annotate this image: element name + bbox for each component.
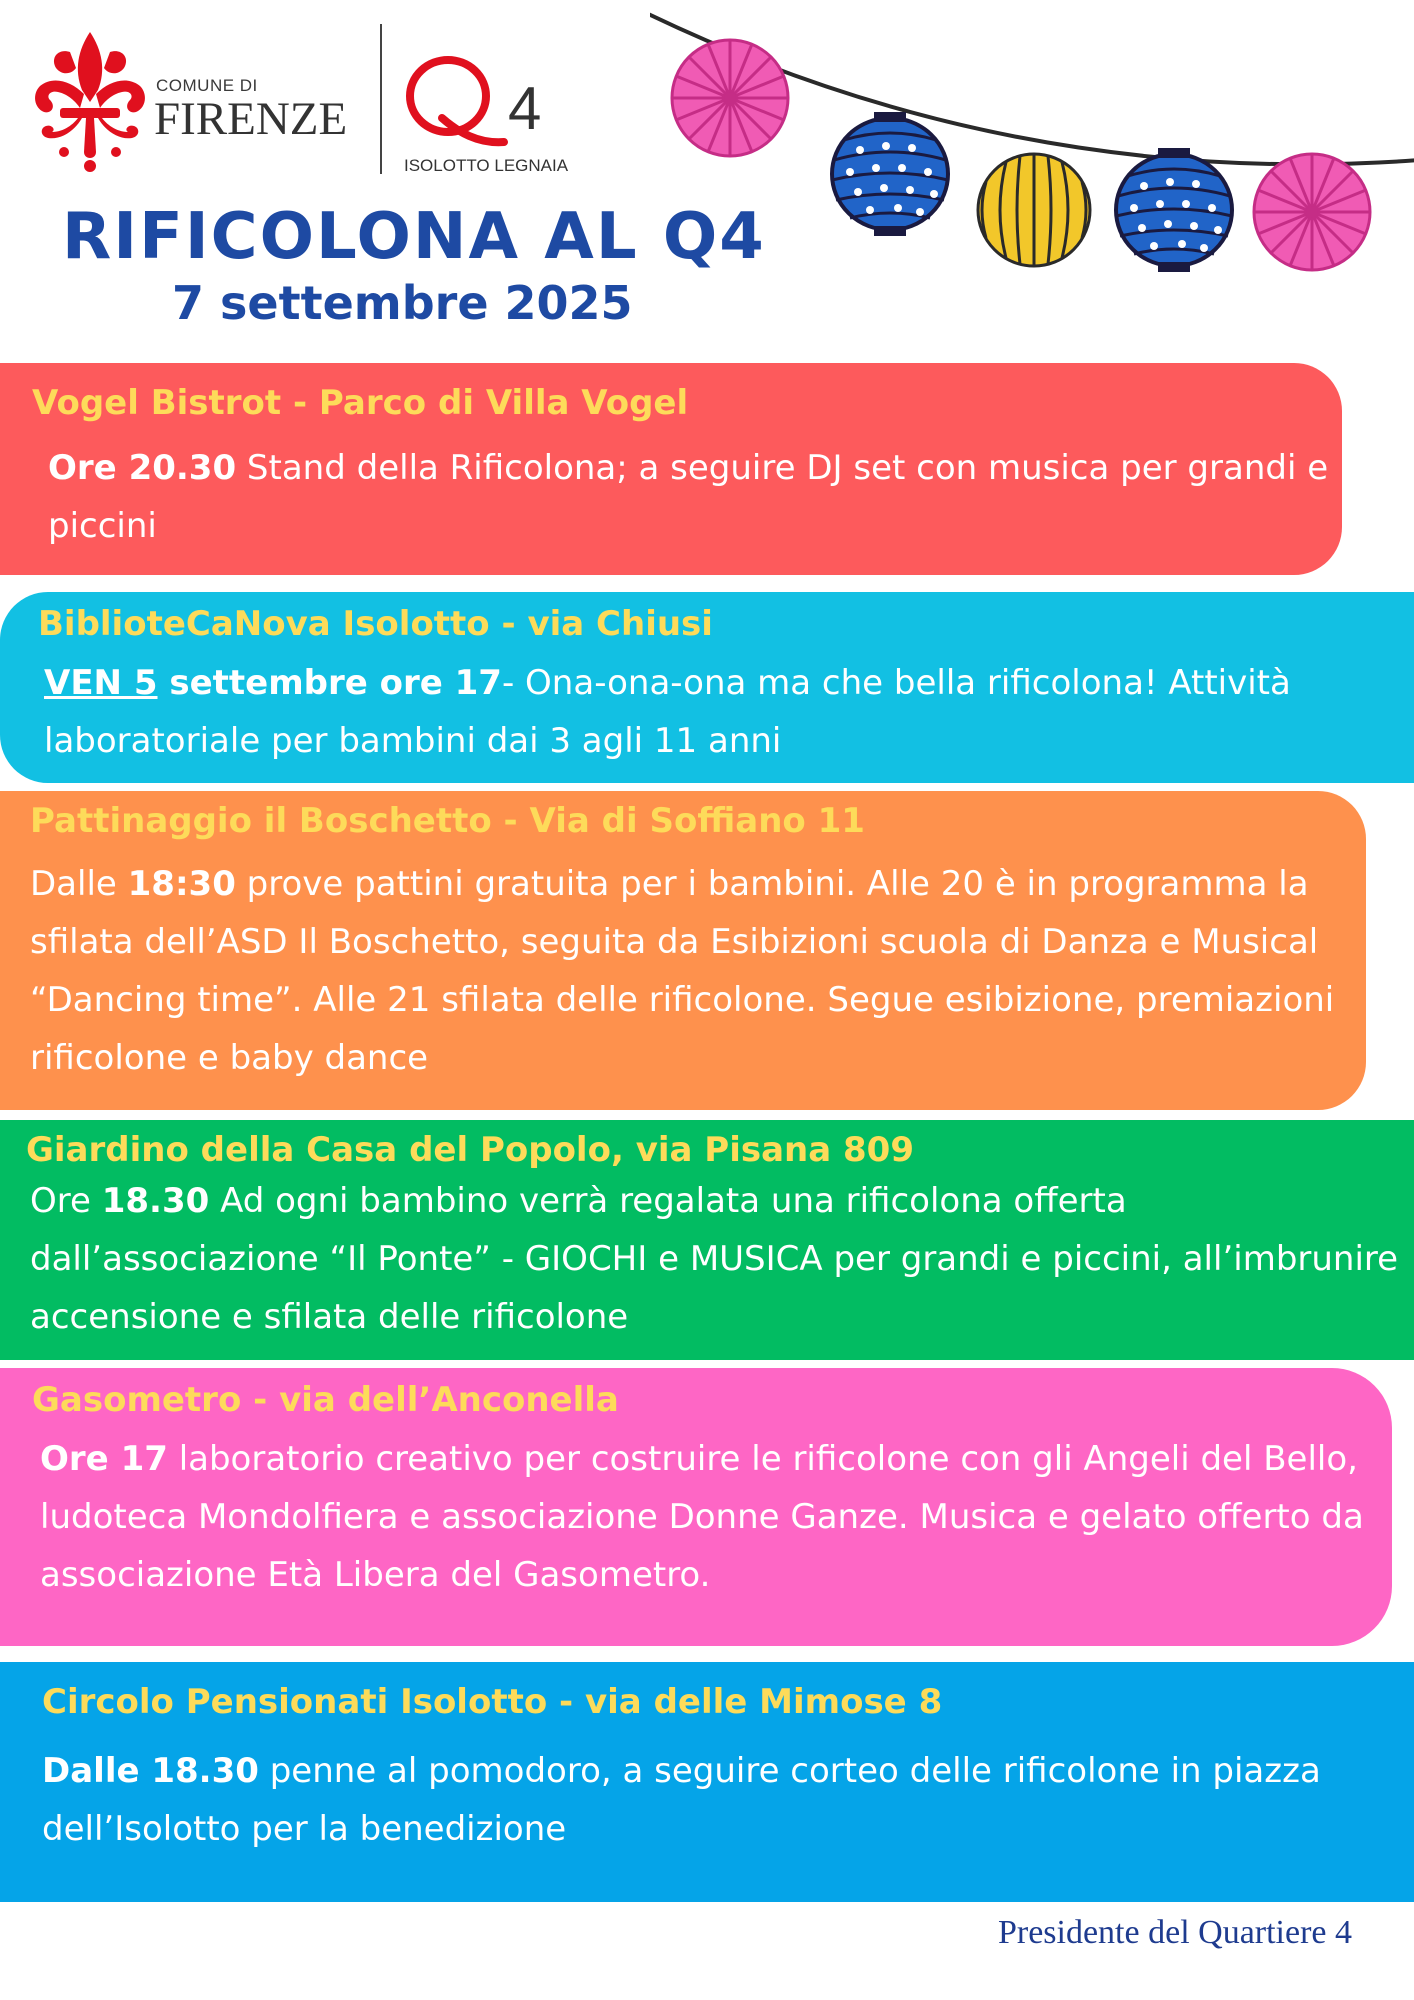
- firenze-lily-logo-icon: [30, 28, 150, 178]
- event-description: [30, 855, 1360, 1087]
- event-title: BiblioteCaNova Isolotto - via Chiusi: [38, 604, 713, 644]
- event-description: [40, 1430, 1380, 1604]
- logo-divider: [380, 24, 382, 174]
- event-time: Ore 20.30: [48, 448, 237, 488]
- event-time: settembre ore 17: [157, 663, 502, 703]
- event-text: penne al pomodoro, a seguire corteo delle rificolone in piazza dell’Isolotto per la benedizione: [42, 1751, 1321, 1849]
- event-text: laboratorio creativo per costruire le rificolone con gli Angeli del Bello, ludoteca Mondolfiera e associazione Donne Ganze. Musica e gelato offerto da associazione Età Libera del Gasometro.: [40, 1439, 1364, 1595]
- q4-number: 4: [508, 75, 542, 142]
- event-title: Pattinaggio il Boschetto - Via di Soffiano 11: [30, 801, 865, 841]
- event-time: Dalle 18.30: [42, 1751, 259, 1791]
- event-card-boschetto: [0, 791, 1366, 1110]
- event-text: Ad ogni bambino verrà regalata una rificolona offerta dall’associazione “Il Ponte” - GIOCHI e MUSICA per grandi e piccini, all’imbrunire accensione e sfilata delle rificolone: [30, 1181, 1399, 1337]
- event-text: Stand della Rificolona; a seguire DJ set con musica per grandi e piccini: [48, 448, 1329, 546]
- event-time: Ore 17: [40, 1439, 168, 1479]
- event-time: 18.30: [101, 1181, 210, 1221]
- event-card-vogel: [0, 363, 1342, 575]
- event-date: 7 settembre 2025: [172, 276, 633, 330]
- event-title: Giardino della Casa del Popolo, via Pisana 809: [26, 1130, 915, 1170]
- event-description: [42, 1742, 1382, 1858]
- event-text: prove pattini gratuita per i bambini. Alle 20 è in programma la sfilata dell’ASD Il Boschetto, seguita da Esibizioni scuola di Danza e Musical “Dancing time”. Alle 21 sfilata delle rificolone. Segue esibizione, premiazioni rificolone e baby dance: [30, 864, 1335, 1078]
- event-title: Gasometro - via dell’Anconella: [32, 1380, 619, 1420]
- event-description: [44, 654, 1414, 770]
- event-pre: Dalle: [30, 864, 128, 904]
- event-title: Vogel Bistrot - Parco di Villa Vogel: [32, 383, 689, 423]
- event-card-biblioteca: [0, 592, 1414, 783]
- event-day: VEN 5: [44, 663, 158, 703]
- event-text: - Ona-ona-ona ma che bella rificolona! Attività laboratoriale per bambini dai 3 agli 11 anni: [44, 663, 1291, 761]
- page-title: RIFICOLONA AL Q4: [62, 200, 766, 274]
- event-pre: Ore: [30, 1181, 102, 1221]
- event-card-casa-del-popolo: [0, 1120, 1414, 1360]
- comune-di-label: COMUNE DI: [156, 76, 258, 95]
- event-description: [30, 1172, 1400, 1346]
- event-card-circolo-pensionati: [0, 1662, 1414, 1902]
- q4-subtitle: ISOLOTTO LEGNAIA: [404, 156, 569, 175]
- lantern-garland-icon: [650, 0, 1414, 290]
- firenze-label: FIRENZE: [154, 93, 348, 145]
- footer-signature: Presidente del Quartiere 4: [997, 1914, 1352, 1951]
- event-card-gasometro: [0, 1368, 1392, 1646]
- event-time: 18:30: [127, 864, 236, 904]
- q4-logo-icon: [398, 52, 508, 152]
- event-title: Circolo Pensionati Isolotto - via delle Mimose 8: [42, 1682, 943, 1722]
- event-description: [48, 439, 1338, 555]
